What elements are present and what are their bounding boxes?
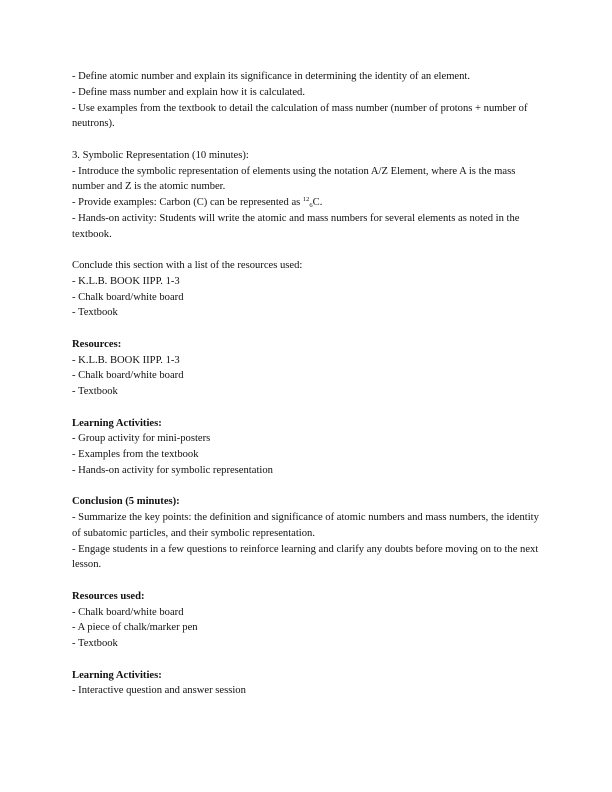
list-item: - Textbook bbox=[72, 307, 118, 319]
list-item: - Summarize the key points: the definition and significance of atomic numbers and mass numbers, the identity of subatomic particles, and their symbolic representation. bbox=[72, 512, 539, 539]
list-item: - Interactive question and answer session bbox=[72, 685, 246, 697]
list-item: - Define atomic number and explain its significance in determining the identity of an element. bbox=[72, 71, 471, 82]
list-item: - Define mass number and explain how it is calculated. bbox=[72, 86, 305, 98]
list-item: - Introduce the symbolic representation of elements using the notation A/Z Element, where A is the mass number and Z is the atomic number. bbox=[72, 165, 516, 193]
resources-used-section bbox=[72, 589, 542, 652]
intro-list bbox=[72, 69, 542, 132]
section-heading: Resources: bbox=[72, 338, 122, 350]
list-item: - Chalk board/white board bbox=[72, 291, 184, 303]
list-item: - Group activity for mini-posters bbox=[72, 433, 211, 445]
list-item: - K.L.B. BOOK IIPP. 1-3 bbox=[72, 354, 180, 366]
section-heading: Learning Activities: bbox=[72, 417, 162, 429]
section-heading: Learning Activities: bbox=[72, 669, 162, 681]
resources-section bbox=[72, 337, 542, 400]
document-page bbox=[72, 69, 542, 715]
list-item: - Engage students in a few questions to reinforce learning and clarify any doubts before moving on to the next lesson. bbox=[72, 543, 539, 571]
section-heading: 3. Symbolic Representation (10 minutes): bbox=[72, 149, 249, 161]
section-heading: Conclude this section with a list of the resources used: bbox=[72, 260, 303, 271]
section-heading: Resources used: bbox=[72, 590, 145, 602]
list-item: - Textbook bbox=[72, 386, 118, 397]
list-item: - Chalk board/white board bbox=[72, 606, 184, 618]
text: C. bbox=[312, 197, 323, 208]
atomic-number-subscript: 6 bbox=[309, 202, 313, 209]
list-item: - Hands-on activity for symbolic representation bbox=[72, 464, 273, 476]
list-item: - K.L.B. BOOK IIPP. 1-3 bbox=[72, 275, 180, 287]
conclusion-section bbox=[72, 494, 542, 573]
list-item: - Use examples from the textbook to detail the calculation of mass number (number of protons + number of neutrons). bbox=[72, 102, 528, 130]
list-item bbox=[72, 195, 542, 211]
list-item: - Hands-on activity: Students will write the atomic and mass numbers for several elements as noted in the textbook. bbox=[72, 212, 520, 240]
learning-activities-section bbox=[72, 416, 542, 479]
conclude-section bbox=[72, 258, 542, 321]
list-item: - Chalk board/white board bbox=[72, 370, 184, 382]
list-item: - Examples from the textbook bbox=[72, 449, 199, 460]
list-item: - Textbook bbox=[72, 638, 118, 649]
section-heading: Conclusion (5 minutes): bbox=[72, 496, 180, 508]
mass-number-superscript: 12 bbox=[302, 196, 310, 203]
symbolic-representation-section bbox=[72, 148, 542, 243]
text: - Provide examples: Carbon (C) can be represented as bbox=[72, 197, 303, 208]
learning-activities-2-section bbox=[72, 668, 542, 700]
list-item: - A piece of chalk/marker pen bbox=[72, 622, 198, 634]
